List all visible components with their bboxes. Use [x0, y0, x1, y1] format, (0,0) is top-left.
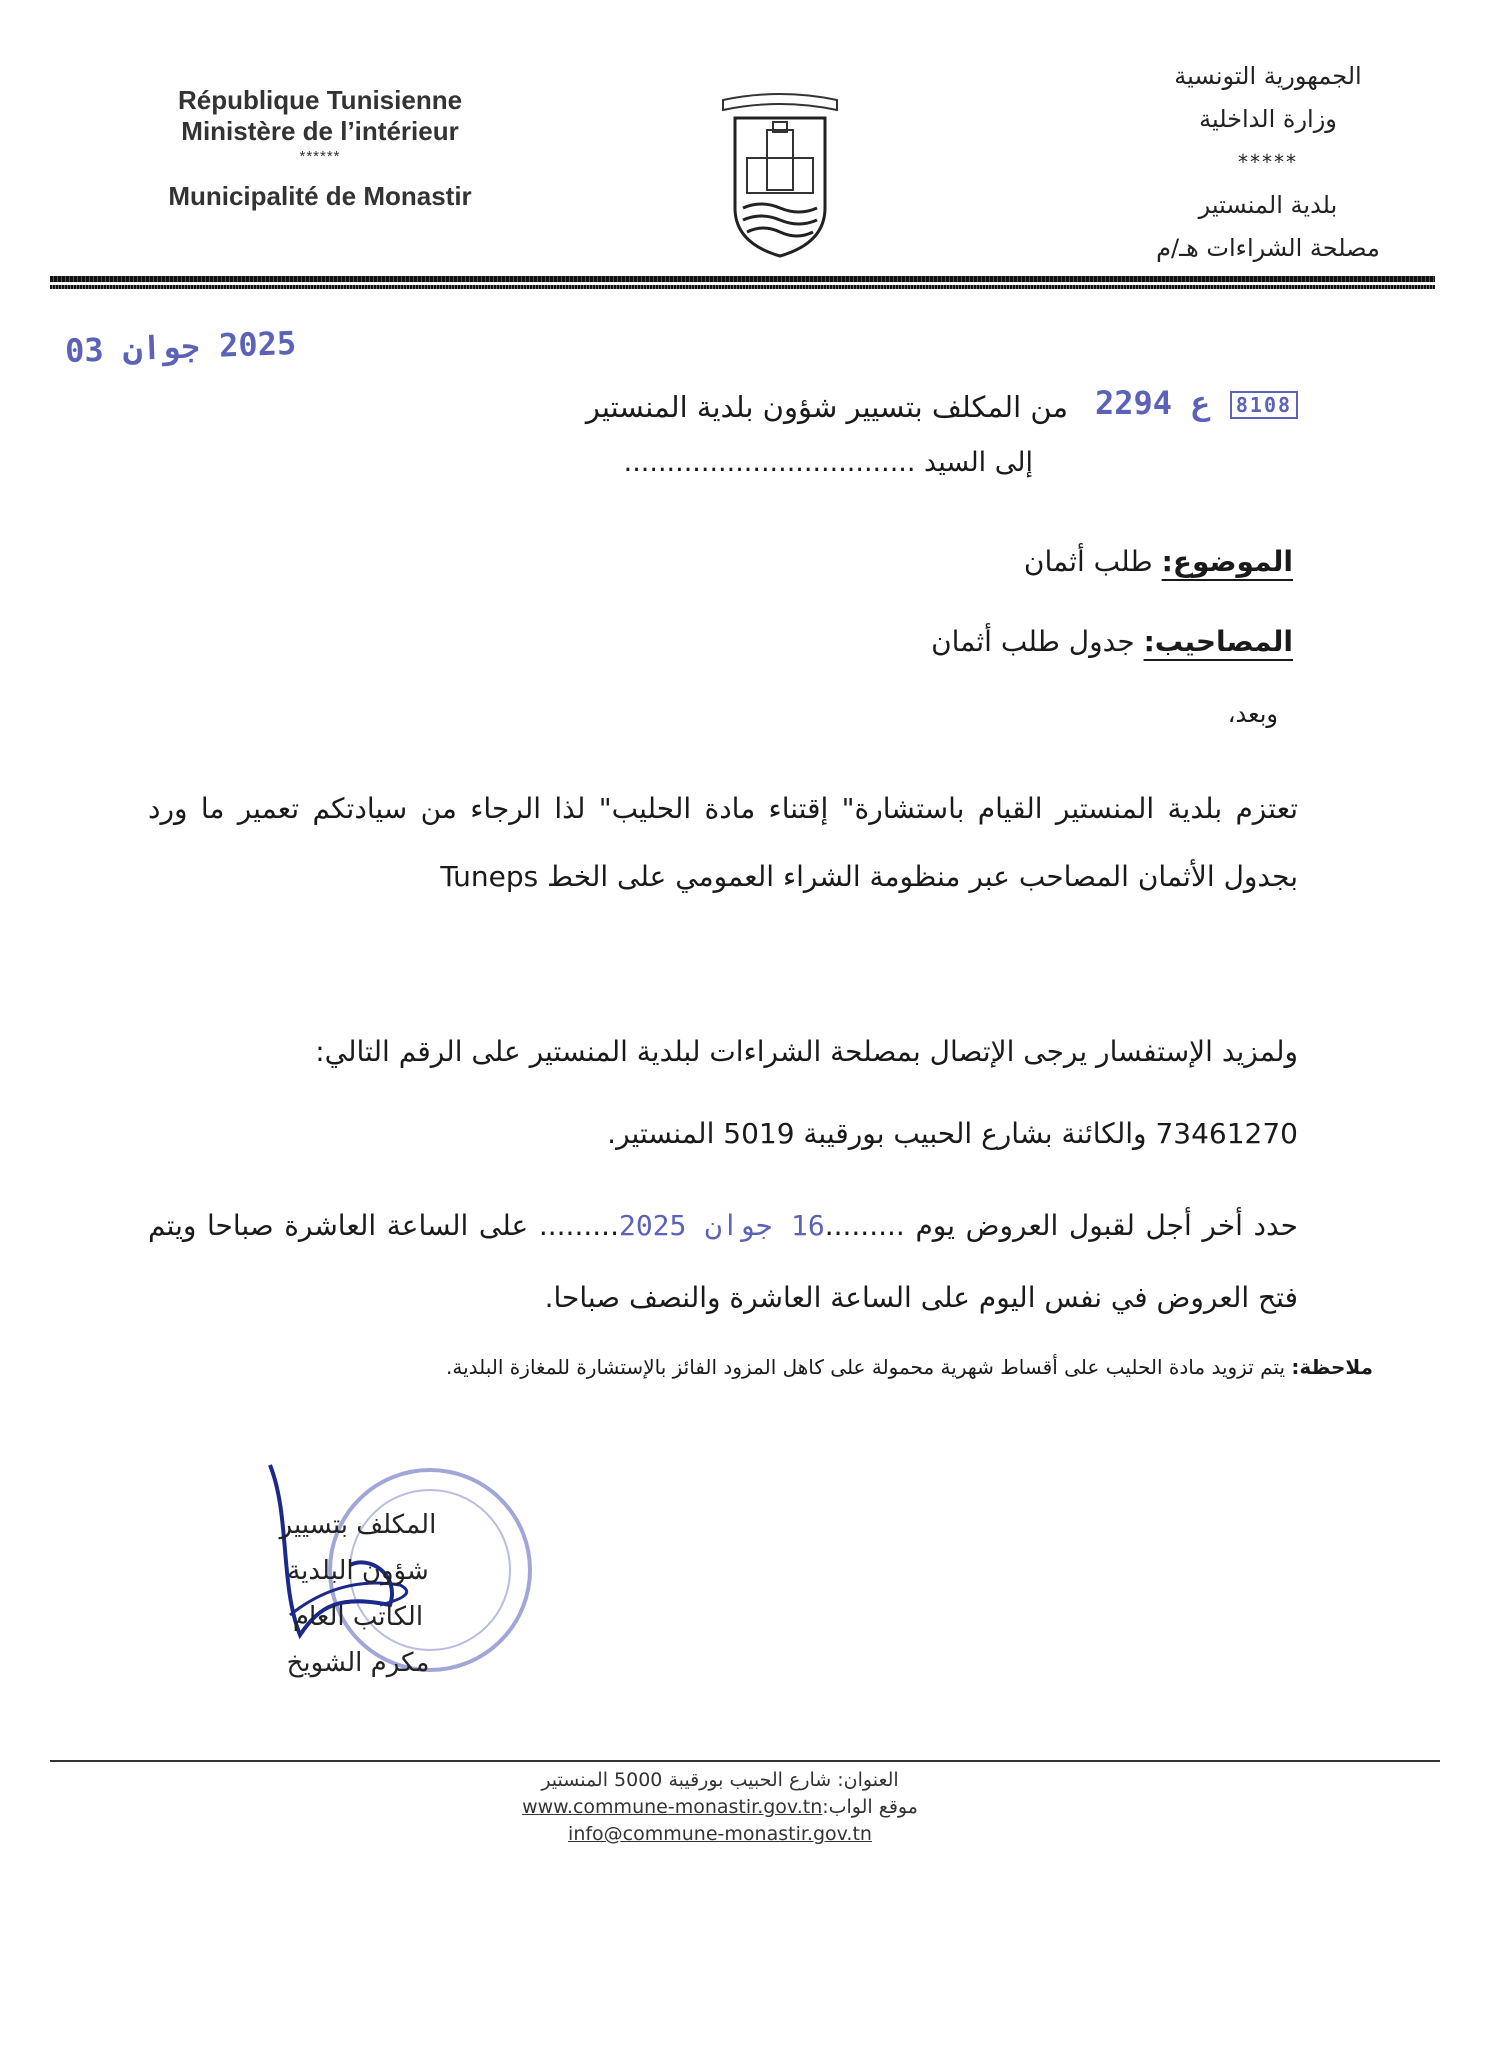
signatory-title: المكلف بتسيير شؤون البلدية: [279, 1510, 437, 1586]
ministry-name-fr: Ministère de l’intérieur: [181, 116, 459, 146]
footer: [440, 1767, 1000, 1848]
ministry-name-ar: وزارة الداخلية: [1199, 105, 1337, 133]
header-divider: [50, 276, 1435, 282]
municipality-name-fr: Municipalité de Monastir: [168, 181, 472, 211]
attachment-value: جدول طلب أثمان: [931, 625, 1135, 658]
note-line: [113, 1355, 1373, 1379]
deadline-after: على الساعة العاشرة صباحا ويتم فتح العروض في نفس اليوم على الساعة العاشرة والنصف صباحا.: [148, 1209, 1298, 1314]
letter-to: [624, 447, 1033, 478]
signatory-role: الكاتب العام: [292, 1602, 424, 1632]
subject-value: طلب أثمان: [1023, 545, 1153, 578]
municipality-name-ar: بلدية المنستير: [1198, 191, 1338, 219]
deadline-paragraph: حدد أخر أجل لقبول العروض يوم .........16 جوان 2025......... على الساعة العاشرة صباحا ويتم فتح العروض في نفس اليوم على الساعة العاشرة والنصف صباحا.: [148, 1209, 1298, 1314]
greeting: وبعد،: [1227, 700, 1278, 728]
country-name-ar: الجمهورية التونسية: [1174, 62, 1362, 90]
header-divider-secondary: [50, 285, 1435, 289]
country-name-fr: République Tunisienne: [177, 85, 463, 115]
reference-number: 2294: [1095, 384, 1173, 422]
to-dots: ..................................: [623, 447, 916, 478]
note-label: ملاحظة:: [1291, 1355, 1373, 1379]
footer-divider: [50, 1760, 1440, 1762]
reference-prefix: ع: [1191, 384, 1211, 422]
attachment-line: [931, 625, 1293, 658]
to-label: إلى السيد: [924, 447, 1033, 478]
reference-stamp: [1095, 384, 1298, 422]
signatory-name: مكرم الشويخ: [286, 1648, 430, 1678]
department-name-ar: مصلحة الشراءات هـ/م: [1156, 234, 1380, 262]
footer-website-label: موقع الواب:: [822, 1796, 918, 1818]
letter-from: من المكلف بتسيير شؤون بلدية المنستير: [585, 390, 1068, 424]
header-arabic: [1118, 55, 1418, 270]
body-paragraph-2: ولمزيد الإستفسار يرجى الإتصال بمصلحة الشراءات لبلدية المنستير على الرقم التالي:: [315, 1035, 1298, 1068]
deadline-date: 16 جوان 2025: [618, 1209, 825, 1242]
subject-line: [1024, 545, 1293, 578]
footer-address: العنوان: شارع الحبيب بورقيبة 5000 المنستير: [541, 1769, 899, 1791]
body-paragraph-3: 73461270 والكائنة بشارع الحبيب بورقيبة 5019 المنستير.: [607, 1117, 1298, 1150]
header-french: [140, 85, 500, 212]
monastir-emblem-icon: [715, 88, 845, 260]
signature-block: [248, 1502, 468, 1686]
footer-email[interactable]: info@commune-monastir.gov.tn: [568, 1823, 872, 1845]
header-stars-fr: ******: [299, 148, 341, 165]
footer-website[interactable]: www.commune-monastir.gov.tn: [522, 1796, 823, 1818]
footer-website-line: [440, 1794, 1000, 1821]
attachment-label: المصاحيب:: [1143, 625, 1293, 658]
deadline-before: حدد أخر أجل لقبول العروض يوم: [915, 1209, 1298, 1242]
date-stamp: 2025 جوان 03: [64, 323, 297, 371]
header-stars-ar: *****: [1238, 150, 1298, 174]
subject-label: الموضوع:: [1161, 545, 1293, 578]
note-text: يتم تزويد مادة الحليب على أقساط شهرية محمولة على كاهل المزود الفائز بالإستشارة للمغازة البلدية.: [446, 1355, 1286, 1379]
reference-suffix: 8108: [1230, 391, 1298, 419]
body-paragraph-1: تعتزم بلدية المنستير القيام باستشارة" إقتناء مادة الحليب" لذا الرجاء من سيادتكم تعمير ما ورد بجدول الأثمان المصاحب عبر منظومة الشراء العمومي على الخط Tuneps: [148, 792, 1298, 893]
